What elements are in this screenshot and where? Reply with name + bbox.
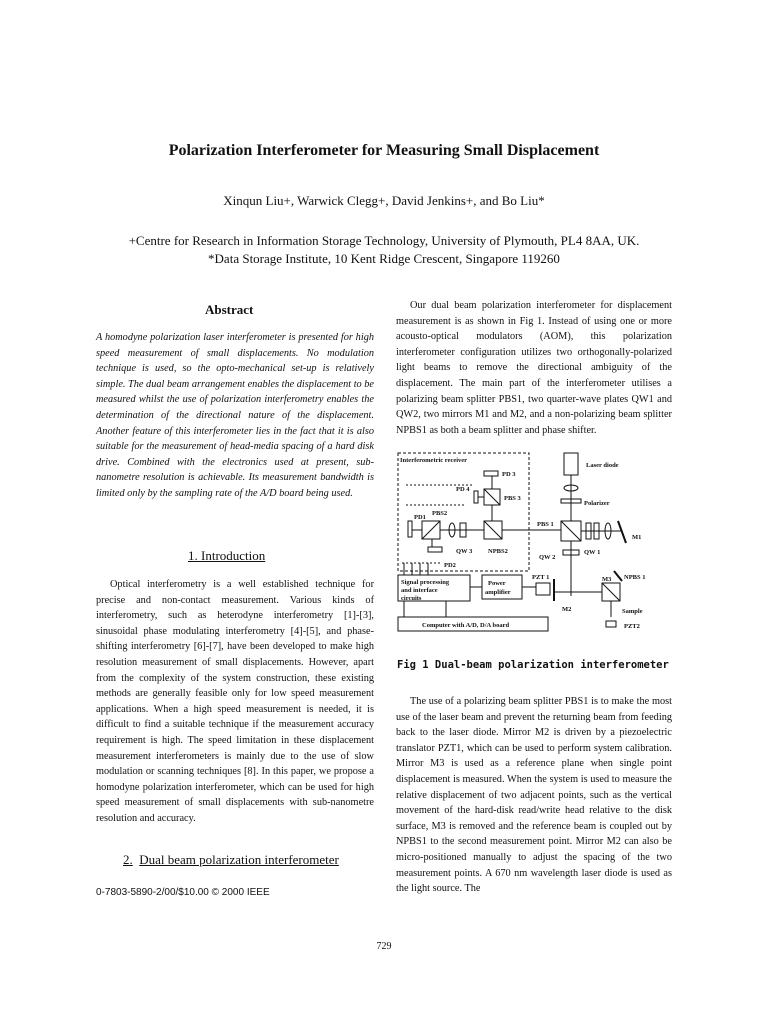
pbs2-label: PBS2: [432, 510, 448, 517]
power-label-1: Power: [488, 580, 506, 587]
m3-mirror: [614, 571, 622, 581]
abstract-body: A homodyne polarization laser interferometer is presented for high speed measurement of small displacements. No modulation technique is used, so the opto-mechanical set-up is relatively simple. The dual beam arrangement enables the displacement to be measured whilst the use of polarization interferometry enables the determination of the directional nature of the displacement. Another feature of this interferometer lies in the fact that it is also suitable for the measurement of head-media spacing of a hard disk drive. Combined with the electronics used at present, sub-nanometre resolution is achievable. Its measurement bandwidth is limited only by the sampling rate of the A/D board being used.: [96, 332, 374, 499]
sample-label: Sample: [622, 608, 643, 615]
figure-1-caption: Fig 1 Dual-beam polarization interferometer: [397, 659, 669, 671]
section-2-title: Dual beam polarization interferometer: [139, 852, 339, 867]
pd3-label: PD 3: [502, 471, 516, 478]
signal-label-3: circuits: [401, 595, 422, 602]
section-2-number: 2.: [123, 852, 133, 867]
pd3-detector: [484, 471, 498, 476]
m1-mirror: [618, 521, 626, 543]
npbs2-label: NPBS2: [488, 548, 508, 555]
signal-label-2: and interface: [401, 587, 438, 594]
pzt1-block: [536, 583, 550, 595]
qw1-label: QW 1: [584, 549, 601, 556]
power-label-2: amplifier: [485, 589, 511, 596]
copyright-notice: 0-7803-5890-2/00/$10.00 © 2000 IEEE: [96, 887, 270, 898]
m3-label: M3: [602, 576, 612, 583]
pd1-detector: [408, 521, 412, 537]
npbs1-label: NPBS 1: [624, 574, 646, 581]
polarizer-label: Polarizer: [584, 500, 610, 507]
affiliation-plymouth: +Centre for Research in Information Storage Technology, University of Plymouth, PL4 8AA, UK.: [128, 233, 640, 248]
m2-label: M2: [562, 606, 572, 613]
pzt2-block: [606, 621, 616, 627]
section-1-heading: 1. Introduction: [188, 548, 266, 563]
pd2-detector: [428, 547, 442, 552]
pd4-label: PD 4: [456, 486, 470, 493]
qw3-label: QW 3: [456, 548, 473, 555]
receiver-label: Interferometric receiver: [400, 457, 468, 464]
pd1-label: PD1: [414, 514, 426, 521]
section-1-body: Optical interferometry is a well established technique for precise and non-contact measurement. Various kinds of interferometry, such as heterodyne interferometry [1]-[3], sinusoidal phase modulating interferometry [4]-[5], and phase-shifting interferometry [6]-[7], have been developed to make high resolution measurement of small displacements. However, apart from the complexity of the system construction, these existing methods are generally feasible only for low speed measurement applications. When a high speed measurement is needed, it is difficult to find a suitable technique if the measurement accuracy requirement is high. The speed limitation in these displacement measurement interferometers is mainly due to the use of slow modulation or scanning techniques [8]. In this paper, we propose a homodyne polarization interferometer, which can be used for high speed measurement of small displacements with sub-nanometre resolution and accuracy.: [96, 579, 374, 824]
pzt2-label: PZT2: [624, 623, 640, 630]
qw2-label: QW 2: [539, 554, 556, 561]
m1-label: M1: [632, 534, 642, 541]
author-list: Xinqun Liu+, Warwick Clegg+, David Jenkins+, and Bo Liu*: [223, 193, 545, 208]
figure-1-diagram: [396, 451, 684, 641]
page-number: 729: [376, 941, 392, 952]
section-2-heading: [123, 852, 339, 868]
right-column-paragraph-2: The use of a polarizing beam splitter PBS1 is to make the most use of the laser beam and prevent the returning beam from feeding back to the laser diode. Mirror M2 is driven by a piezoelectric translator PZT1, which can be used to perform system calibration. Mirror M3 is used as a reference plane when single point displacement is measured. When the system is used to measure the relative displacement of two adjacent points, such as the vertical movement of the hard-disk read/write head relative to the disk surface, M3 is removed and the reference beam is coupled out by NPBS1 to the second measurement point. Mirror M2 can also be micro-positioned manually to adjust the spacing of the two measurement points. A 670 nm wavelength laser diode is used as the light source. The: [396, 696, 672, 895]
right-column-paragraph-1: Our dual beam polarization interferometer for displacement measurement is as shown in Fig 1. Instead of using one or more acousto-optical modulators (AOM), this polarization interferometer configuration utilizes two orthogonally-polarized light beams to remove the directional ambiguity of the displacement. The main part of the interferometer utilises a polarizing beam splitter PBS1, two quarter-wave plates QW1 and QW2, two mirrors M1 and M2, and a non-polarizing beam splitter NPBS1 as both a beam splitter and phase shifter.: [396, 300, 672, 436]
computer-label: Computer with A/D, D/A board: [422, 622, 510, 629]
pd4-detector: [474, 491, 478, 503]
pbs1-label: PBS 1: [537, 521, 554, 528]
pzt1-label: PZT 1: [532, 574, 550, 581]
laser-diode: [564, 453, 578, 475]
pbs3-label: PBS 3: [504, 495, 521, 502]
pd2-label: PD2: [444, 562, 456, 569]
abstract-heading: Abstract: [205, 302, 254, 317]
paper-title: Polarization Interferometer for Measuring Small Displacement: [168, 142, 600, 159]
signal-label-1: Signal processing: [401, 579, 450, 586]
laser-label: Laser diode: [586, 462, 619, 469]
affiliation-singapore: *Data Storage Institute, 10 Kent Ridge Crescent, Singapore 119260: [208, 251, 560, 266]
